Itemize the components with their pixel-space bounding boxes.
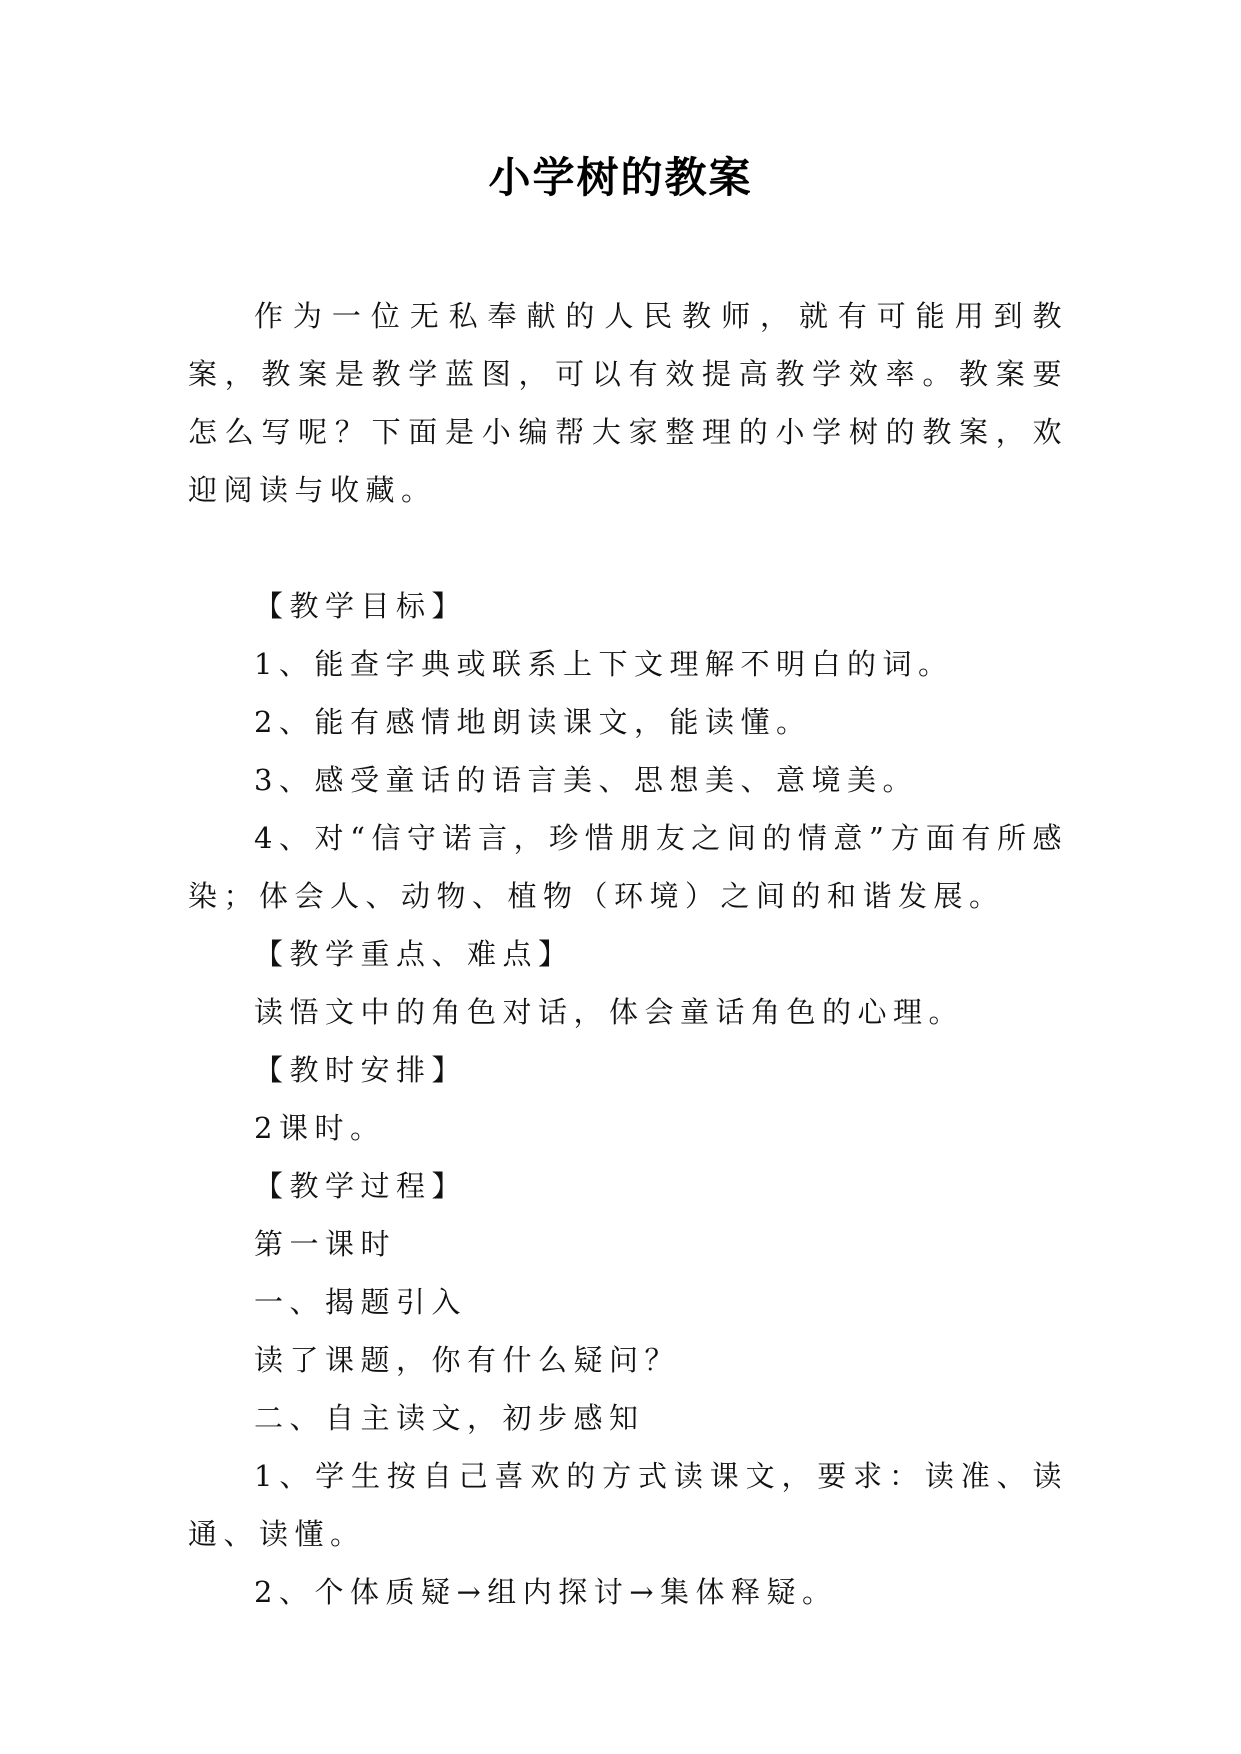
objective-item: 1、能查字典或联系上下文理解不明白的词。 [254, 647, 954, 681]
schedule-heading: 【教时安排】 [254, 1053, 468, 1087]
document-body [188, 287, 1068, 1621]
schedule-text: 2课时。 [254, 1111, 386, 1145]
keypoints-heading: 【教学重点、难点】 [254, 937, 574, 971]
objective-item: 3、感受童话的语言美、思想美、意境美。 [254, 763, 918, 797]
keypoints-text: 读悟文中的角色对话，体会童话角色的心理。 [254, 995, 965, 1029]
step2-item: 2、个体质疑→组内探讨→集体释疑。 [254, 1575, 838, 1609]
objective-item: 4、对“信守诺言，珍惜朋友之间的情意”方面有所感染；体会人、动物、植物（环境）之间的和谐发展。 [188, 821, 1068, 913]
lesson-label: 第一课时 [254, 1227, 397, 1261]
step2-item: 1、学生按自己喜欢的方式读课文，要求：读准、读通、读懂。 [188, 1459, 1068, 1551]
step1-text: 读了课题，你有什么疑问？ [254, 1343, 681, 1377]
document-title: 小学树的教案 [488, 153, 753, 202]
paragraph-spacer [188, 519, 1068, 577]
step1-heading: 一、揭题引入 [254, 1285, 468, 1319]
intro-paragraph: 作为一位无私奉献的人民教师，就有可能用到教案，教案是教学蓝图，可以有效提高教学效率。教案要怎么写呢？下面是小编帮大家整理的小学树的教案，欢迎阅读与收藏。 [188, 299, 1068, 507]
step2-heading: 二、自主读文，初步感知 [254, 1401, 645, 1435]
objectives-heading: 【教学目标】 [254, 589, 468, 623]
process-heading: 【教学过程】 [254, 1169, 468, 1203]
objective-item: 2、能有感情地朗读课文，能读懂。 [254, 705, 812, 739]
